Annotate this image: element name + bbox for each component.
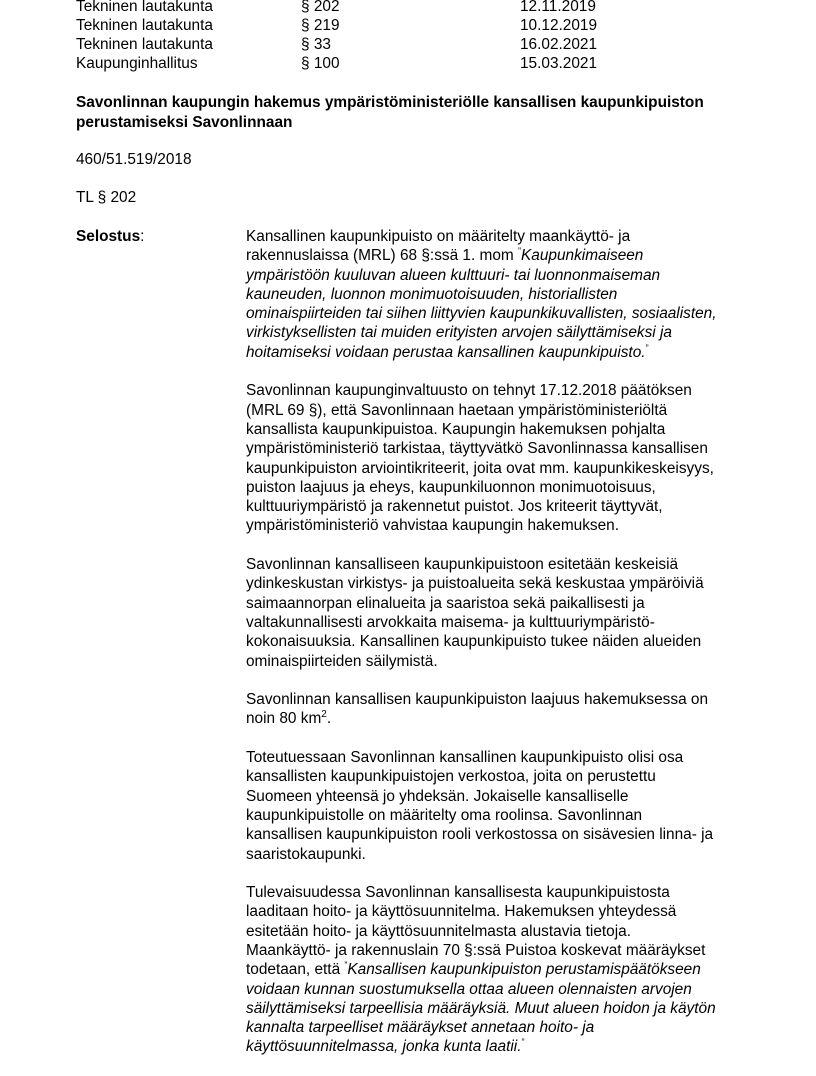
- text-run: .: [326, 710, 332, 728]
- quoted-text: virkistyksellisten tai muiden erityisten arvojen säilyttämiseksi ja: [246, 324, 672, 342]
- history-row: [76, 54, 636, 73]
- history-date: 15.03.2021: [520, 55, 598, 72]
- history-section: § 202: [301, 0, 340, 15]
- text-line: Kansallinen kaupunkipuisto on määritelty maankäyttö- ja: [246, 228, 631, 245]
- text-line: [246, 343, 746, 362]
- text-run: noin 80 km: [246, 710, 322, 728]
- paragraph: [246, 227, 746, 362]
- text-line: ympäristöministeriö tarkistaa, täyttyvätkö Savonlinnassa kansallisen: [246, 440, 708, 458]
- paragraph: [246, 748, 746, 864]
- quoted-text: voidaan kunnan suostumuksella ottaa alueen olennaisten arvojen: [246, 980, 692, 998]
- text-line: saaristokaupunki.: [246, 845, 366, 863]
- quoted-text: ominaispiirteiden tai siihen liittyvien kaupunkikuvallisten, sosiaalisten,: [246, 305, 717, 323]
- text-line: laaditaan hoito- ja käyttösuunnitelma. Hakemuksen yhteydessä: [246, 903, 677, 921]
- title-line: perustamiseksi Savonlinnaan: [76, 114, 293, 131]
- section-reference: TL § 202: [76, 189, 137, 206]
- open-quote: ”: [518, 246, 522, 257]
- text-run: todetaan, että: [246, 961, 345, 979]
- history-section: § 100: [301, 55, 340, 72]
- text-line: kansallista kaupunkipuistoa. Kaupungin hakemuksen pohjalta: [246, 420, 666, 438]
- history-row: [76, 0, 636, 16]
- title-line: Savonlinnan kaupungin hakemus ympäristöministeriölle kansallisen kaupunkipuiston: [76, 94, 704, 111]
- section-label-colon: :: [140, 228, 145, 245]
- text-line: [246, 709, 746, 728]
- text-line: kansallisen kaupunkipuiston rooli verkostossa on sisävesien linna- ja: [246, 826, 714, 844]
- text-line: ydinkeskustan virkistys- ja puistoalueita sekä keskustaa ympäröiviä: [246, 575, 704, 593]
- text-line: Suomeen yhteensä jo yhdeksän. Jokaiselle kansalliselle: [246, 787, 629, 805]
- description-body: [246, 227, 746, 1076]
- text-line: ominaispiirteiden säilymistä.: [246, 652, 438, 670]
- text-line: Maankäyttö- ja rakennuslain 70 §:ssä Puistoa koskevat määräykset: [246, 941, 706, 959]
- text-line: Savonlinnan kansallisen kaupunkipuiston laajuus hakemuksessa on: [246, 691, 709, 709]
- history-body: Tekninen lautakunta: [76, 17, 213, 34]
- text-line: puiston laajuus ja eheys, kaupunkiluonnon monimuotoisuus,: [246, 478, 656, 496]
- paragraph: [246, 381, 746, 535]
- open-quote: ”: [344, 960, 348, 971]
- section-label: [76, 227, 144, 247]
- text-line: [246, 1037, 746, 1056]
- quoted-text: Kaupunkimaiseen: [521, 247, 644, 265]
- text-line: [246, 960, 746, 979]
- history-body: Tekninen lautakunta: [76, 0, 213, 15]
- handling-history-table: [76, 0, 636, 73]
- text-line: kokonaisuuksia. Kansallinen kaupunkipuisto tukee näiden alueiden: [246, 633, 702, 651]
- text-line: Savonlinnan kaupunginvaltuusto on tehnyt 17.12.2018 päätöksen: [246, 382, 692, 400]
- close-quote: ”: [521, 1037, 525, 1048]
- paragraph: [246, 883, 746, 1057]
- history-date: 16.02.2021: [520, 36, 598, 53]
- quoted-text: ympäristöön kuuluvan alueen kulttuuri- tai luonnonmaiseman: [246, 266, 661, 284]
- paragraph: [246, 555, 746, 671]
- text-line: esitetään hoito- ja käyttösuunnitelmasta alustavia tietoja.: [246, 922, 631, 940]
- section-label-text: Selostus: [76, 228, 141, 245]
- text-line: kulttuuriympäristö ja rakennetut puistot. Jos kriteerit täyttyvät,: [246, 498, 663, 516]
- history-section: § 219: [301, 17, 340, 34]
- text-line: Toteutuessaan Savonlinnan kansallinen kaupunkipuisto olisi osa: [246, 749, 684, 767]
- quoted-text: käyttösuunnitelmassa, jonka kunta laatii.: [246, 1038, 522, 1056]
- history-body: Kaupunginhallitus: [76, 55, 198, 72]
- text-line: ympäristöministeriö vahvistaa kaupungin hakemuksen.: [246, 517, 619, 535]
- quoted-text: kannalta tarpeelliset määräykset annetaan hoito- ja: [246, 1019, 595, 1037]
- document-title: [76, 93, 756, 133]
- text-run: rakennuslaissa (MRL) 68 §:ssä 1. mom: [246, 247, 519, 265]
- history-row: [76, 16, 636, 35]
- quoted-text: hoitamiseksi voidaan perustaa kansallinen kaupunkipuisto.: [246, 343, 646, 361]
- history-date: 12.11.2019: [520, 0, 596, 15]
- history-date: 10.12.2019: [520, 17, 598, 34]
- diary-number: 460/51.519/2018: [76, 151, 192, 168]
- text-line: Tulevaisuudessa Savonlinnan kansallisesta kaupunkipuistosta: [246, 884, 670, 902]
- text-line: saimaannorpan elinalueita ja saaristoa sekä paikallisesti ja: [246, 594, 645, 612]
- text-line: kaupunkipuistolle on määritelty oma roolinsa. Savonlinnan: [246, 806, 643, 824]
- history-section: § 33: [301, 36, 331, 53]
- quoted-text: kauneuden, luonnon monimuotoisuuden, historiallisten: [246, 285, 618, 303]
- text-line: valtakunnallisesti arvokkaita maisema- ja kulttuuriympäristö-: [246, 613, 655, 631]
- superscript: 2: [321, 709, 327, 721]
- text-line: Savonlinnan kansalliseen kaupunkipuistoon esitetään keskeisiä: [246, 556, 679, 574]
- quoted-text: säilyttämiseksi tarpeellisia määräyksiä. Muut alueen hoidon ja käytön: [246, 999, 716, 1017]
- text-line: (MRL 69 §), että Savonlinnaan haetaan ympäristöministeriöltä: [246, 401, 668, 419]
- history-body: Tekninen lautakunta: [76, 36, 213, 53]
- history-row: [76, 35, 636, 54]
- quoted-text: Kansallisen kaupunkipuiston perustamispäätökseen: [347, 961, 701, 979]
- text-line: kaupunkipuiston arviointikriteerit, joita ovat mm. kaupunkikeskeisyys,: [246, 459, 714, 477]
- text-line: kansallisten kaupunkipuistojen verkostoa, joita on perustettu: [246, 768, 656, 786]
- close-quote: ”: [645, 342, 649, 353]
- text-line: [246, 246, 746, 265]
- paragraph: [246, 690, 746, 729]
